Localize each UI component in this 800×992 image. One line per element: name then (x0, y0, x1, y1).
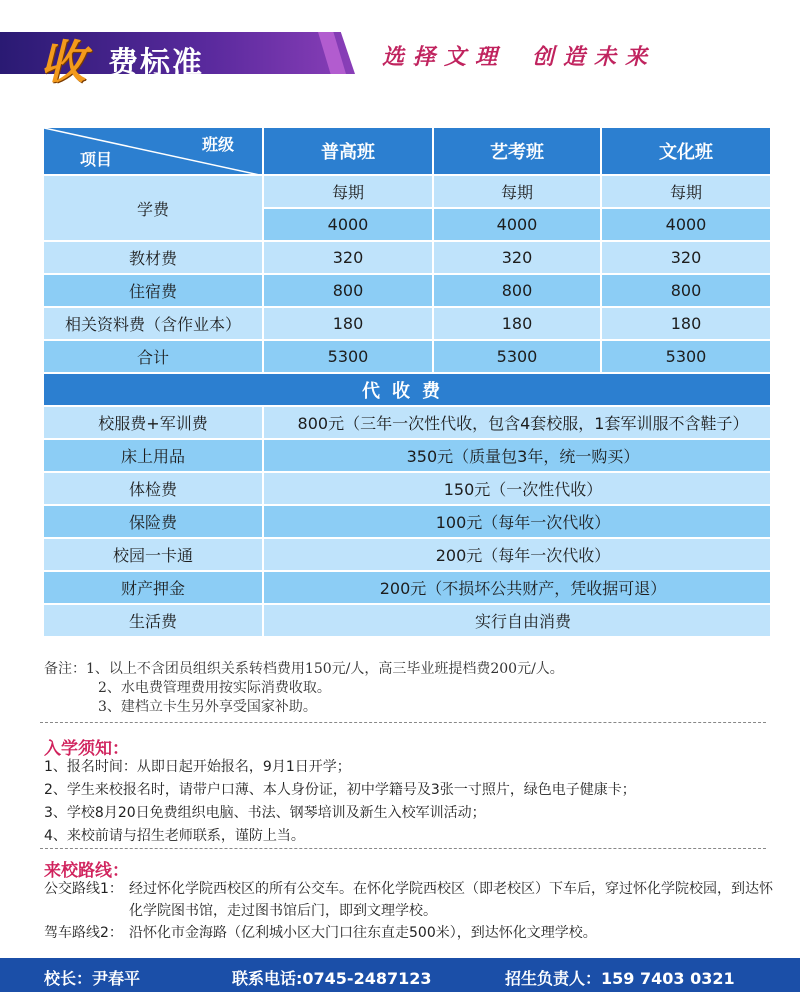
table-cell: 5300 (263, 340, 433, 373)
table-header-row (43, 127, 771, 175)
table-cell: 320 (433, 241, 601, 274)
row-label: 合计 (43, 340, 263, 373)
table-cell: 每期 (263, 175, 433, 208)
table-cell: 320 (263, 241, 433, 274)
table-cell: 800 (263, 274, 433, 307)
route-info (44, 878, 779, 944)
contact-phone: 联系电话:0745-2487123 (232, 969, 432, 988)
table-cell: 800 (433, 274, 601, 307)
table-cell: 4000 (601, 208, 771, 241)
class-header: 艺考班 (433, 127, 601, 175)
table-cell: 4000 (263, 208, 433, 241)
corner-class-label: 班级 (201, 135, 234, 154)
row-label: 住宿费 (43, 274, 263, 307)
table-cell: 4000 (433, 208, 601, 241)
table-row (43, 604, 771, 637)
slogan-part-2: 创造未来 (532, 44, 657, 70)
row-label: 校园一卡通 (43, 538, 263, 571)
route-title: 来校路线： (44, 861, 129, 881)
fee-description: 150元（一次性代收） (263, 472, 771, 505)
table-row (43, 472, 771, 505)
row-label: 保险费 (43, 505, 263, 538)
note-line: 3、建档立卡生另外享受国家补助。 (98, 699, 317, 715)
list-item: 3、学校8月20日免费组织电脑、书法、钢琴培训及新生入校军训活动； (44, 805, 486, 821)
note-line: 备注：1、以上不含团员组织关系转档费用150元/人，高三毕业班提档费200元/人。 (44, 661, 564, 677)
table-cell: 5300 (433, 340, 601, 373)
table-cell: 每期 (433, 175, 601, 208)
divider (40, 722, 766, 723)
table-cell: 180 (601, 307, 771, 340)
notes (44, 660, 564, 717)
table-corner (43, 127, 263, 175)
banner-title-big: 收 (40, 35, 86, 89)
row-label: 生活费 (43, 604, 263, 637)
fee-table (42, 126, 772, 638)
table-row (43, 274, 771, 307)
route-row (44, 878, 779, 922)
slogan-part-1: 选择文理 (382, 44, 507, 70)
table-row (43, 340, 771, 373)
table-row (43, 406, 771, 439)
fee-description: 350元（质量包3年，统一购买） (263, 439, 771, 472)
class-header: 文化班 (601, 127, 771, 175)
fee-description: 100元（每年一次代收） (263, 505, 771, 538)
car-route-label: 驾车路线2： (44, 925, 123, 941)
corner-item-label: 项目 (80, 150, 113, 169)
table-cell: 180 (263, 307, 433, 340)
admission-title: 入学须知： (44, 739, 129, 759)
row-label: 学费 (43, 175, 263, 241)
table-cell: 800 (601, 274, 771, 307)
table-cell: 每期 (601, 175, 771, 208)
divider (40, 848, 766, 849)
list-item: 1、报名时间：从即日起开始报名，9月1日开学； (44, 759, 351, 775)
route-row (44, 922, 779, 944)
slogan (382, 40, 682, 71)
table-row (43, 538, 771, 571)
footer-bar (0, 958, 800, 992)
table-cell: 320 (601, 241, 771, 274)
fee-description: 200元（每年一次代收） (263, 538, 771, 571)
principal: 校长：尹春平 (44, 969, 141, 988)
bus-route-text: 经过怀化学院西校区的所有公交车。在怀化学院西校区（即老校区）下车后，穿过怀化学院校园，到达怀化学院图书馆，走过图书馆后门，即到文理学校。 (129, 881, 773, 919)
bus-route-label: 公交路线1： (44, 881, 123, 897)
admissions-contact: 招生负责人：159 7403 0321 (505, 969, 735, 988)
table-row (43, 307, 771, 340)
car-route-text: 沿怀化市金海路（亿利城小区大门口往东直走500米），到达怀化文理学校。 (129, 925, 597, 941)
section-row (43, 373, 771, 406)
table-row (43, 439, 771, 472)
note-line: 2、水电费管理费用按实际消费收取。 (98, 680, 331, 696)
fee-description: 800元（三年一次性代收，包含4套校服，1套军训服不含鞋子） (263, 406, 771, 439)
admission-list (44, 756, 636, 848)
table-row (43, 571, 771, 604)
row-label: 教材费 (43, 241, 263, 274)
table-cell: 180 (433, 307, 601, 340)
banner-title: 费标准 (108, 46, 204, 81)
fee-description: 实行自由消费 (263, 604, 771, 637)
fee-description: 200元（不损坏公共财产，凭收据可退） (263, 571, 771, 604)
class-header: 普高班 (263, 127, 433, 175)
table-row (43, 241, 771, 274)
row-label: 校服费+军训费 (43, 406, 263, 439)
table-cell: 5300 (601, 340, 771, 373)
header-banner (0, 22, 370, 89)
row-label: 体检费 (43, 472, 263, 505)
table-row (43, 505, 771, 538)
list-item: 4、来校前请与招生老师联系，谨防上当。 (44, 828, 305, 844)
list-item: 2、学生来校报名时，请带户口薄、本人身份证，初中学籍号及3张一寸照片，绿色电子健康卡； (44, 782, 636, 798)
section-title: 代收费 (43, 373, 771, 406)
row-label: 财产押金 (43, 571, 263, 604)
row-label: 相关资料费（含作业本） (43, 307, 263, 340)
row-label: 床上用品 (43, 439, 263, 472)
table-row (43, 175, 771, 208)
